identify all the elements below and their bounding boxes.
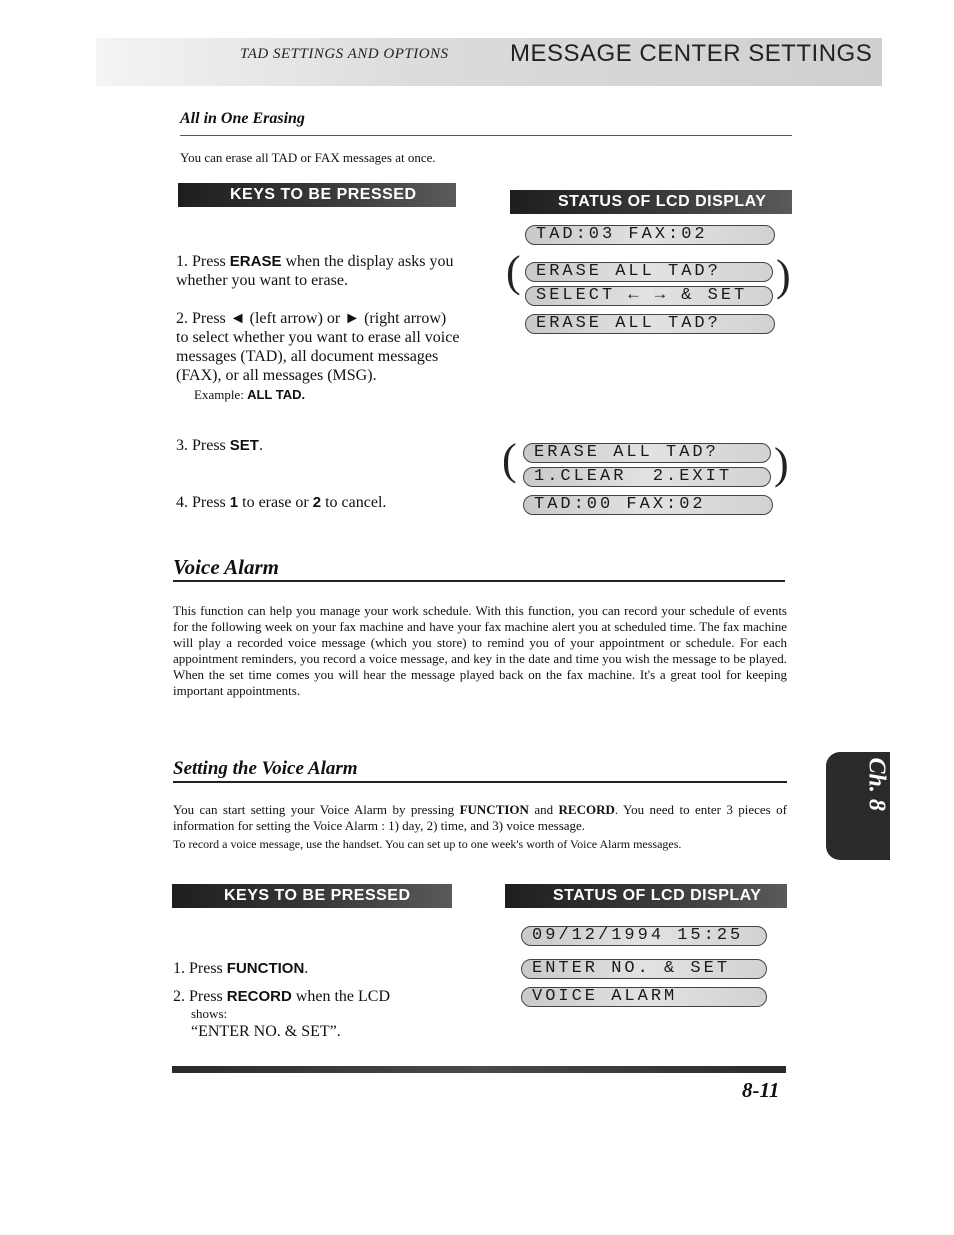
lcd-display: ENTER NO. & SET [521,959,767,979]
lcd-display: TAD:00 FAX:02 [523,495,773,515]
cycle-bracket-left: ( [502,435,517,484]
lcd-display: TAD:03 FAX:02 [525,225,775,245]
status-header-bar: STATUS OF LCD DISPLAY [510,190,792,214]
erase-step-3: 3. Press SET. [176,437,263,454]
setting-alarm-paragraph-2: To record a voice message, use the handset. You can set up to one week's worth of Voice Alarm messages. [173,837,682,851]
cycle-bracket-left: ( [506,247,521,296]
status-header-bar: STATUS OF LCD DISPLAY [505,884,787,908]
header-section-label: TAD SETTINGS AND OPTIONS [240,46,449,62]
chapter-tab [826,752,890,860]
keys-header-bar: KEYS TO BE PRESSED [172,884,452,908]
erasing-intro: You can erase all TAD or FAX messages at once. [180,150,436,165]
alarm-step-1: 1. Press FUNCTION. [173,960,309,977]
erasing-title: All in One Erasing [180,110,305,127]
voice-alarm-paragraph: This function can help you manage your work schedule. With this function, you can record your schedule of events for the following week on your fax machine and have your fax machine alert you at scheduled time. The fax machine will play a recorded voice message (which you store) to remind you of your appointment or schedule. For each appointment reminders, you record a voice message, and key in the date and time you wish the message to be played. When the set time comes you will hear the message played back on the fax machine. It's a great tool for keeping important appointments. [173,603,787,698]
page-number: 8-11 [742,1078,780,1102]
setting-alarm-title: Setting the Voice Alarm [173,758,358,779]
erase-step-2: 2. Press ◄ (left arrow) or ► (right arrow) to select whether you want to erase all voice messages (TAD), all document messages (FAX), or all messages (MSG). Example: ALL TAD. [176,310,460,402]
keys-header-bar: KEYS TO BE PRESSED [178,183,456,207]
cycle-bracket-right: ) [776,251,791,300]
cycle-bracket-right: ) [774,439,789,488]
voice-alarm-rule [173,580,785,582]
lcd-display: 1.CLEAR 2.EXIT [523,467,771,487]
alarm-step-2: 2. Press RECORD when the LCD shows: “ENTER NO. & SET”. [173,988,390,1040]
lcd-display: ERASE ALL TAD? [523,443,771,463]
lcd-display: SELECT ← → & SET [525,286,773,306]
erase-step-1: 1. Press ERASE when the display asks you whether you want to erase. [176,253,454,289]
erase-step-4: 4. Press 1 to erase or 2 to cancel. [176,494,387,511]
erasing-rule [180,135,792,136]
lcd-display: ERASE ALL TAD? [525,262,773,282]
header-page-title: MESSAGE CENTER SETTINGS [510,40,873,67]
chapter-tab-label: Ch. 8 [863,757,890,811]
setting-alarm-rule [173,781,787,783]
lcd-display: VOICE ALARM [521,987,767,1007]
voice-alarm-title: Voice Alarm [173,555,279,579]
footer-bar [172,1066,786,1073]
lcd-display: ERASE ALL TAD? [525,314,775,334]
lcd-display: 09/12/1994 15:25 [521,926,767,946]
setting-alarm-paragraph-1: You can start setting your Voice Alarm by pressing FUNCTION and RECORD. You need to enter 3 pieces of information for setting the Voice Alarm : 1) day, 2) time, and 3) voice message. [173,802,787,833]
